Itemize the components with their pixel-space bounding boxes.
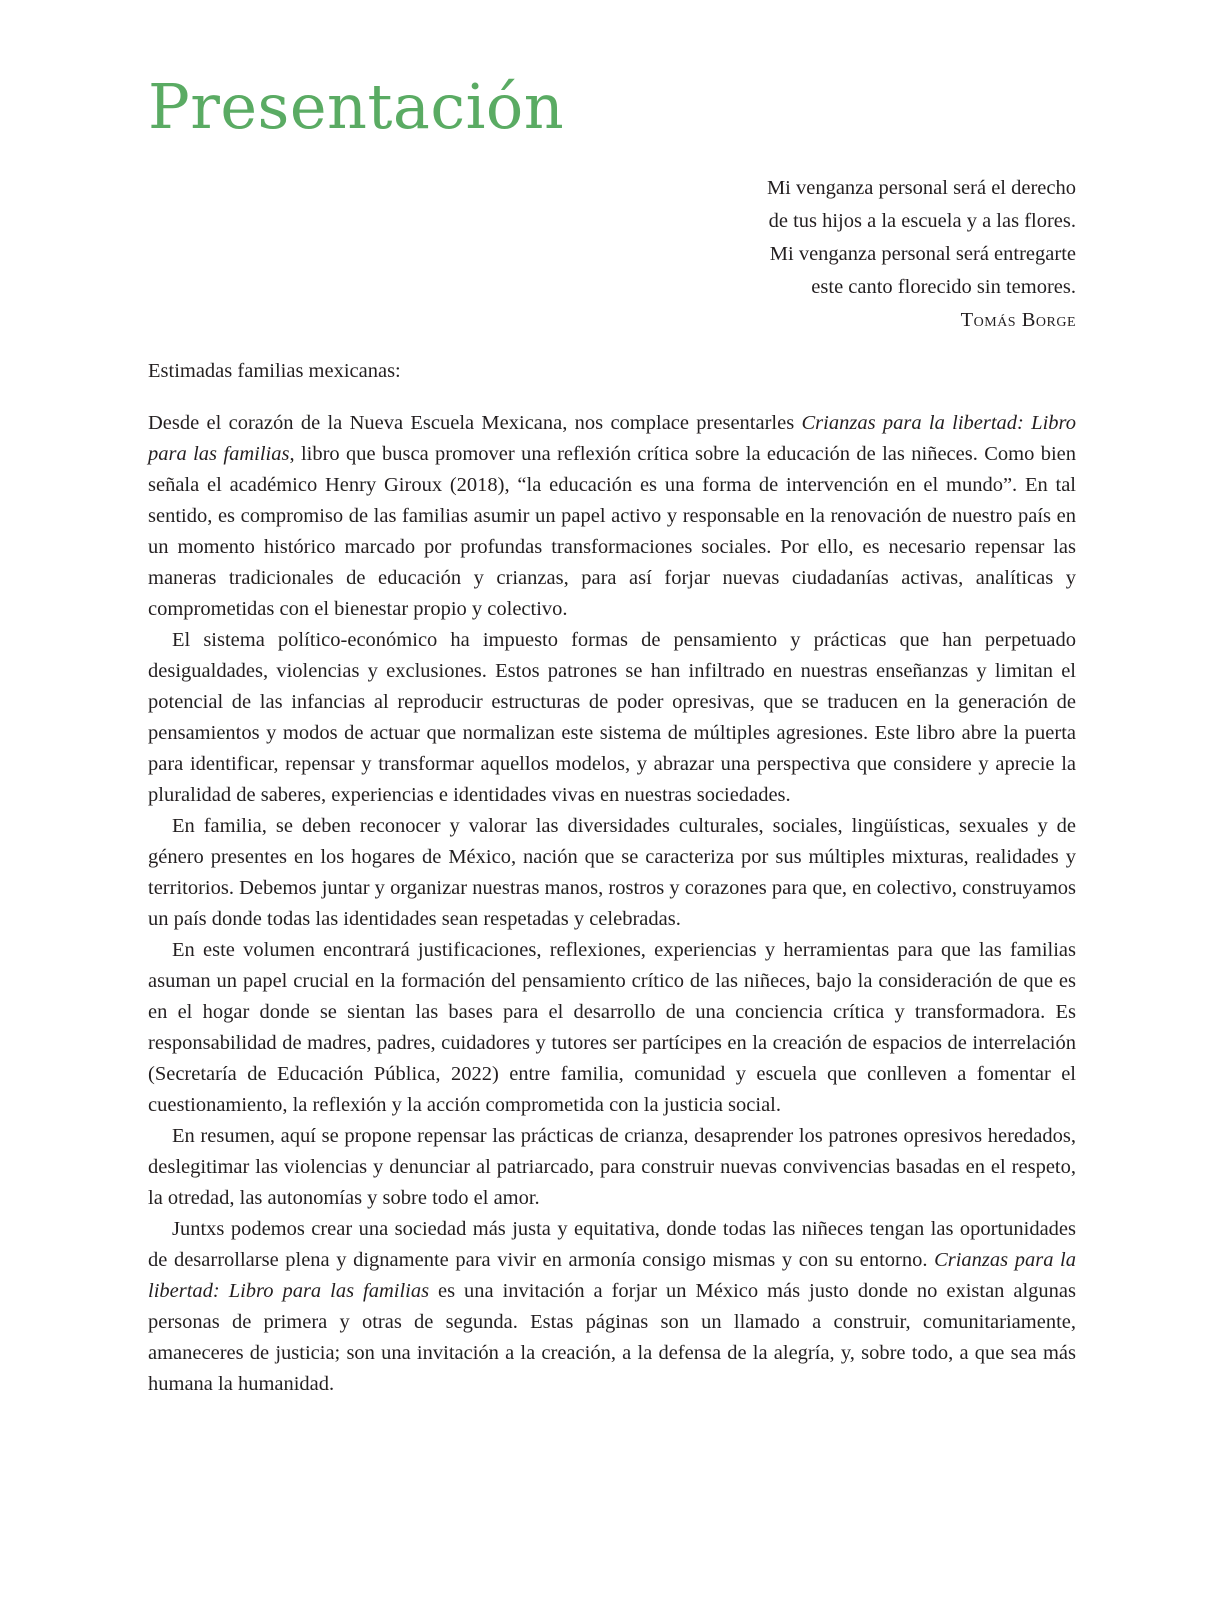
paragraph-1-text-c: , libro que busca promover una reflexión crítica sobre la educación de las niñeces. Como bien señala el académico Henry Giroux (2018), “la educación es una forma de intervención en el mundo”. En tal sentido, es compromiso de las familias asumir un papel activo y responsable en la renovación de nuestro país en un momento histórico marcado por profundas transformaciones sociales. Por ello, es necesario repensar las maneras tradicionales de educación y crianzas, para así forjar nuevas ciudadanías activas, analíticas y comprometidas con el bienestar propio y colectivo. xyxy=(148,443,1076,620)
page-title: Presentación xyxy=(148,70,565,143)
epigraph xyxy=(556,172,1076,337)
book-title-italic: Crianzas para la libertad: Libro para las familias xyxy=(148,1249,1077,1302)
paragraph-2: El sistema político-económico ha impuesto formas de pensamiento y prácticas que han perpetuado desigualdades, violencias y exclusiones. Estos patrones se han infiltrado en nuestras enseñanzas y limitan el potencial de las infancias al reproducir estructuras de poder opresivas, que se traducen en la generación de pensamientos y modos de actuar que normalizan este sistema de múltiples agresiones. Este libro abre la puerta para identificar, repensar y transformar aquellos modelos, y abrazar una perspectiva que considere y aprecie la pluralidad de saberes, experiencias e identidades vivas en nuestras sociedades. xyxy=(148,629,1076,806)
epigraph-line: de tus hijos a la escuela y a las flores. xyxy=(768,210,1076,232)
paragraph-5: En resumen, aquí se propone repensar las prácticas de crianza, desaprender los patrones opresivos heredados, deslegitimar las violencias y denunciar al patriarcado, para construir nuevas convivencias basadas en el respeto, la otredad, las autonomías y sobre todo el amor. xyxy=(148,1125,1076,1209)
paragraph-1 xyxy=(148,408,1076,625)
paragraph-6-text-a: Juntxs podemos crear una sociedad más justa y equitativa, donde todas las niñeces tengan las oportunidades de desarrollarse plena y dignamente para vivir en armonía consigo mismas y con su entorno. xyxy=(148,1218,1076,1271)
paragraph-6 xyxy=(148,1214,1076,1400)
epigraph-author: Tomás Borge xyxy=(960,309,1076,331)
salutation: Estimadas familias mexicanas: xyxy=(148,360,401,382)
book-title-italic: Crianzas para la libertad: Libro para las familias xyxy=(148,412,1077,465)
body-text xyxy=(148,408,1076,1400)
paragraph-1-text-a: Desde el corazón de la Nueva Escuela Mexicana, nos complace presentarles xyxy=(148,412,802,434)
epigraph-line: Mi venganza personal será el derecho xyxy=(766,177,1076,199)
epigraph-line: este canto florecido sin temores. xyxy=(811,276,1076,298)
epigraph-line: Mi venganza personal será entregarte xyxy=(769,243,1076,265)
paragraph-6-text-c: es una invitación a forjar un México más justo donde no existan algunas personas de primera y otras de segunda. Estas páginas son un llamado a construir, comunitariamente, amaneceres de justicia; son una invitación a la creación, a la defensa de la alegría, y, sobre todo, a que sea más humana la humanidad. xyxy=(148,1280,1076,1395)
paragraph-4: En este volumen encontrará justificaciones, reflexiones, experiencias y herramientas para que las familias asuman un papel crucial en la formación del pensamiento crítico de las niñeces, bajo la consideración de que es en el hogar donde se sientan las bases para el desarrollo de una conciencia crítica y transformadora. Es responsabilidad de madres, padres, cuidadores y tutores ser partícipes en la creación de espacios de interrelación (Secretaría de Educación Pública, 2022) entre familia, comunidad y escuela que conlleven a fomentar el cuestionamiento, la reflexión y la acción comprometida con la justicia social. xyxy=(148,939,1076,1116)
paragraph-3: En familia, se deben reconocer y valorar las diversidades culturales, sociales, lingüísticas, sexuales y de género presentes en los hogares de México, nación que se caracteriza por sus múltiples mixturas, realidades y territorios. Debemos juntar y organizar nuestras manos, rostros y corazones para que, en colectivo, construyamos un país donde todas las identidades sean respetadas y celebradas. xyxy=(148,815,1076,930)
